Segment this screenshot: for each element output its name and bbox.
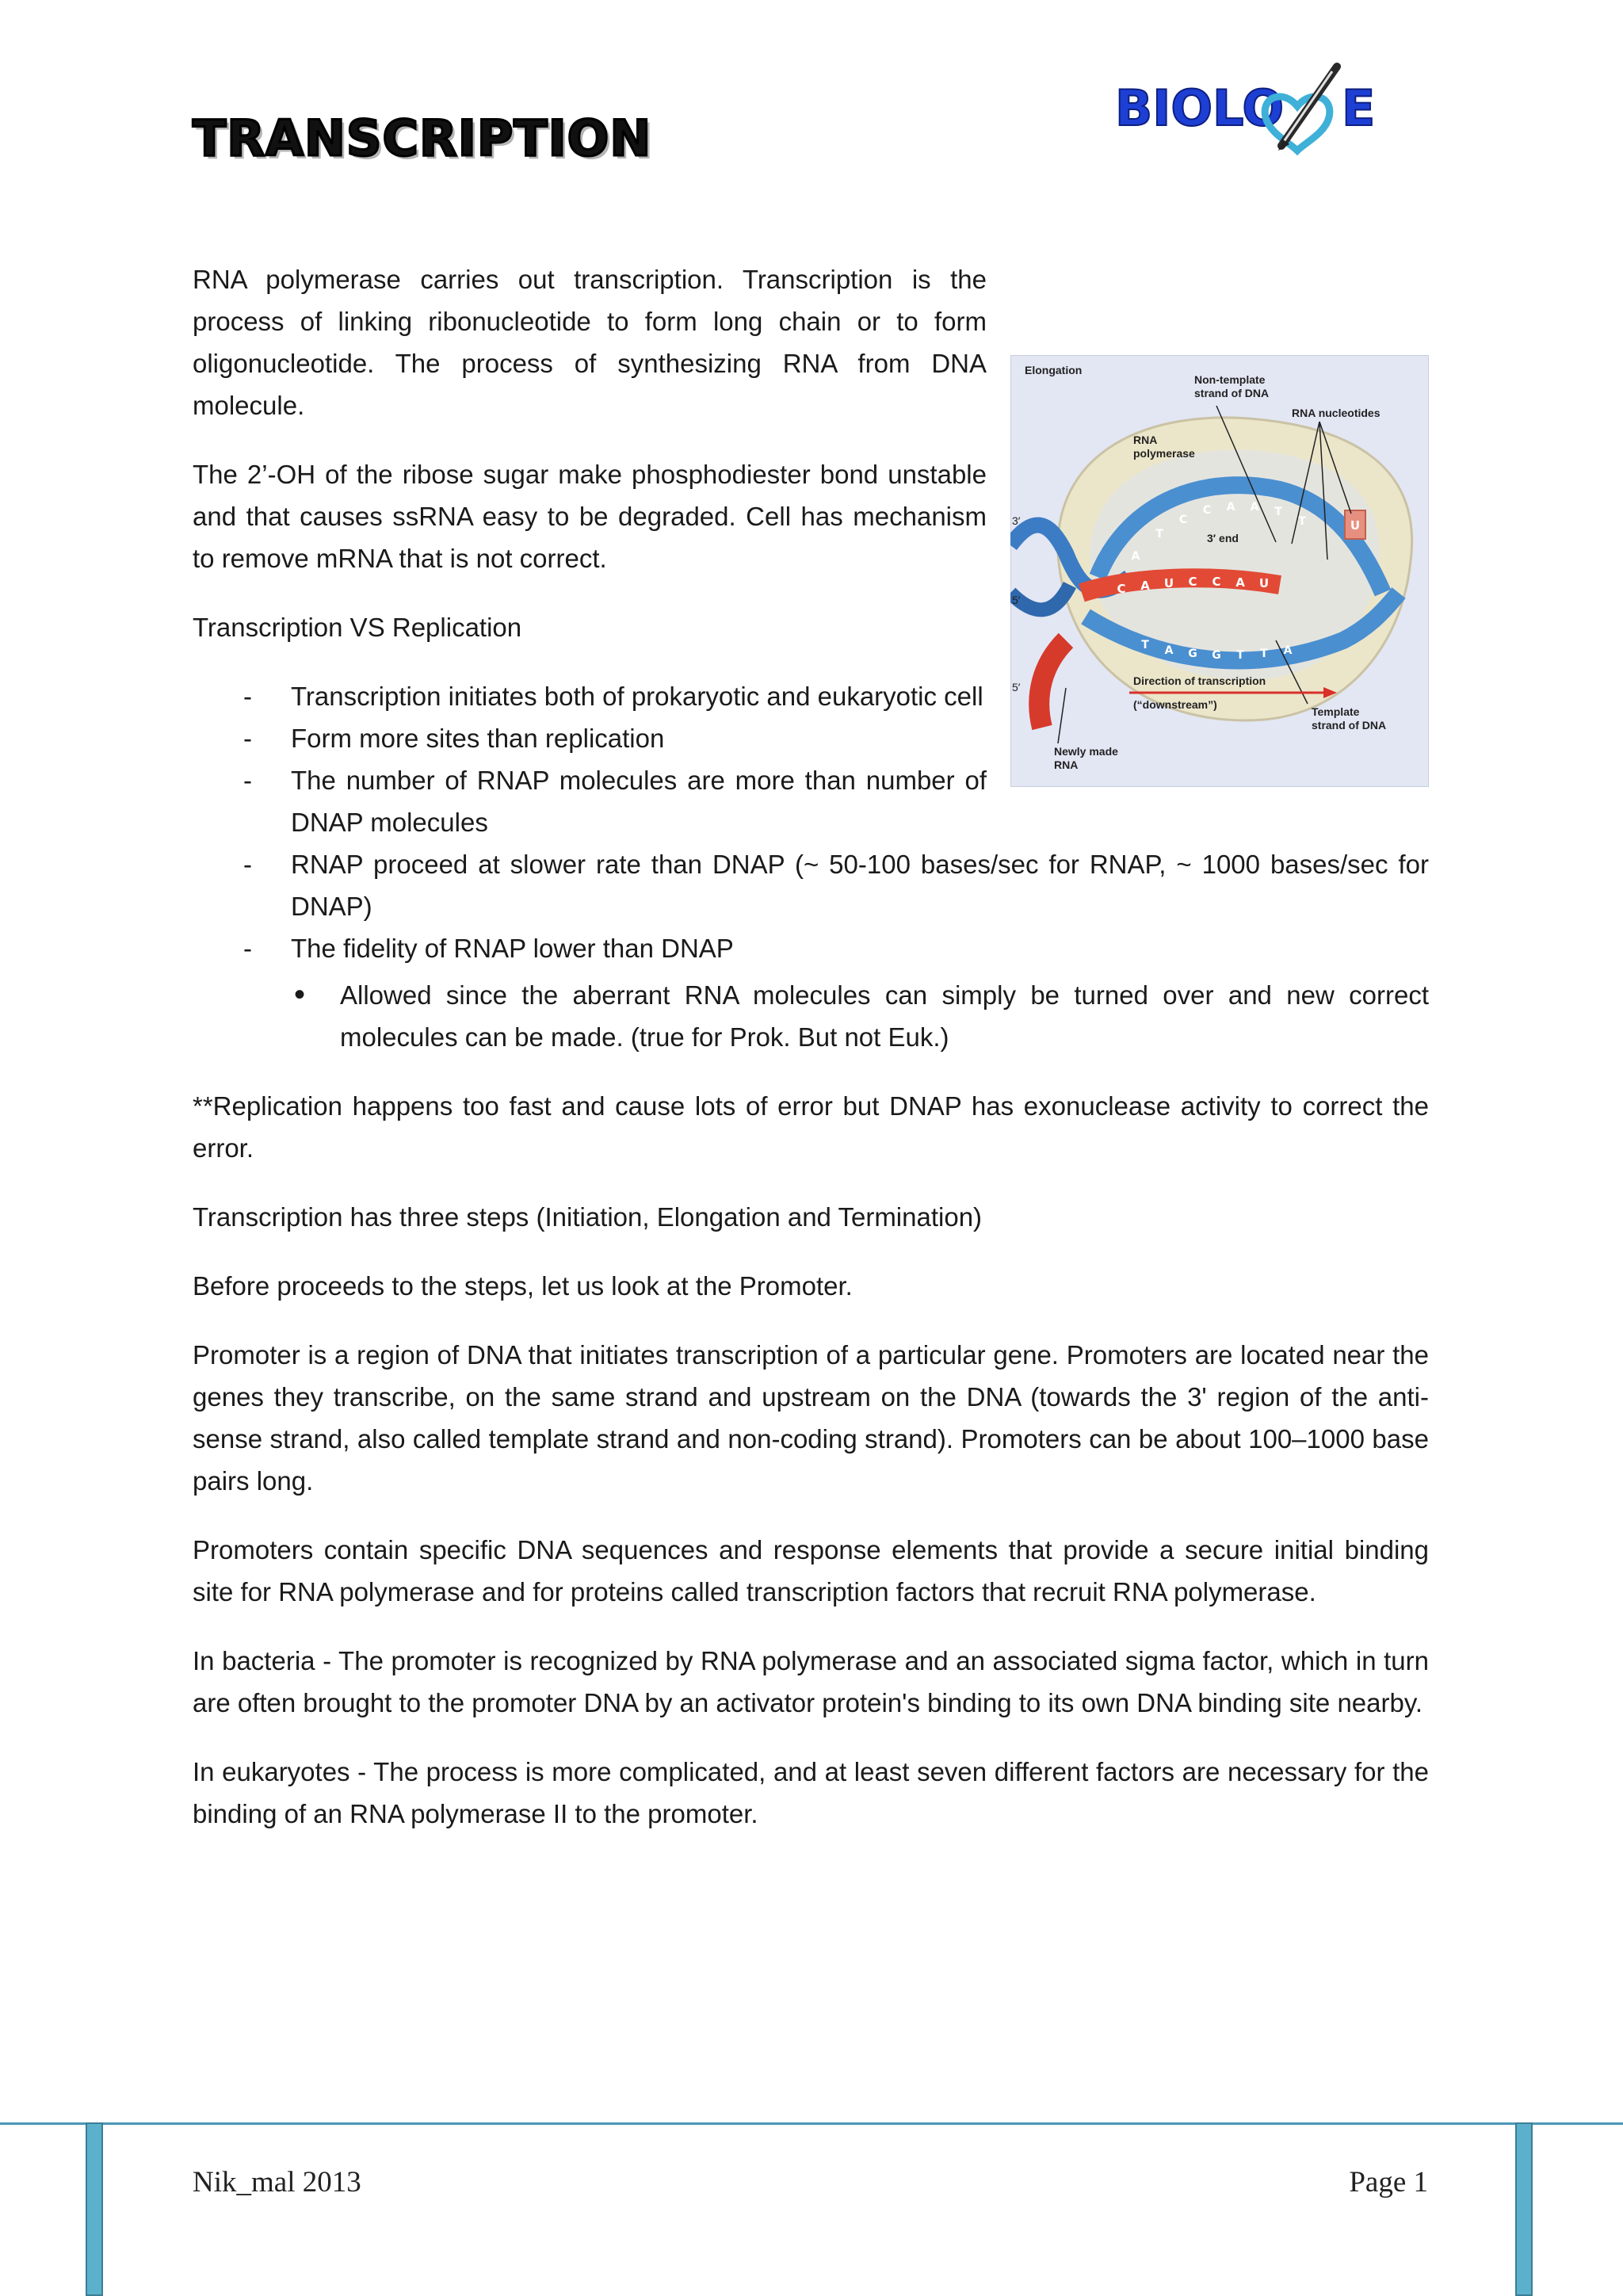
three-prime-end-label: 3′ end xyxy=(1207,532,1239,544)
rna-base: C xyxy=(1212,575,1221,589)
logo-text-start: BIOLO xyxy=(1115,79,1285,137)
paragraph-promoter-definition: Promoter is a region of DNA that initiates transcription of a particular gene. Promoters are located near the genes they transcribe, on the same strand and upstream on the DNA (towards the 3' region of the anti-sense strand, also called template strand and non-coding strand). Promoters can be about 100–1000 base pairs long. xyxy=(193,1340,1429,1496)
paragraph-promoter-intro: Before proceeds to the steps, let us look at the Promoter. xyxy=(193,1271,853,1301)
list-item: - Transcription initiates both of prokaryotic and eukaryotic cell xyxy=(193,675,1429,717)
biolove-logo xyxy=(1113,60,1383,155)
rna-polymerase-label-2: polymerase xyxy=(1133,447,1195,460)
template-base: T xyxy=(1236,649,1244,662)
sublist-item: • Allowed since the aberrant RNA molecules can simply be turned over and new correct molecules can be made. (true for Prok. But not Euk.) xyxy=(291,974,1429,1058)
template-base: G xyxy=(1212,649,1221,662)
template-base: T xyxy=(1260,648,1268,660)
list-item: - The fidelity of RNAP lower than DNAP • Allowed since the aberrant RNA molecules can simply be turned over and new correct molecules can be made. (true for Prok. But not Euk.) xyxy=(193,927,1429,1058)
footer-bar-left xyxy=(86,2122,103,2296)
paragraph-ribose: The 2’-OH of the ribose sugar make phosphodiester bond unstable and that causes ssRNA easy to be degraded. Cell has mechanism to remove mRNA that is not correct. xyxy=(193,460,987,573)
fidelity-sublist xyxy=(291,974,1429,1058)
paragraph-steps: Transcription has three steps (Initiation, Elongation and Termination) xyxy=(193,1202,983,1232)
template-label-1: Template xyxy=(1312,705,1360,718)
list-item: - The number of RNAP molecules are more than number of DNAP molecules xyxy=(193,759,1429,843)
rna-base: C xyxy=(1188,575,1197,589)
page-title: TRANSCRIPTION xyxy=(193,109,652,167)
newly-made-label-1: Newly made xyxy=(1054,745,1118,758)
rna-nucleotides-label: RNA nucleotides xyxy=(1292,407,1381,419)
footer-bar-right xyxy=(1515,2122,1533,2296)
end-5-mid-label: 5′ xyxy=(1012,594,1021,606)
template-base: G xyxy=(1188,648,1197,660)
non-template-label-1: Non-template xyxy=(1194,373,1266,386)
list-item: - Form more sites than replication xyxy=(193,717,1429,759)
template-base: A xyxy=(1164,644,1174,657)
top-base: A xyxy=(1250,501,1259,514)
non-template-label-2: strand of DNA xyxy=(1194,387,1270,399)
list-item: - RNAP proceed at slower rate than DNAP (~ 50-100 bases/sec for RNAP, ~ 1000 bases/sec for DNAP) xyxy=(193,843,1429,927)
top-base: T xyxy=(1155,528,1163,541)
rna-polymerase-label-1: RNA xyxy=(1133,434,1158,446)
template-label-2: strand of DNA xyxy=(1312,719,1387,732)
template-base: A xyxy=(1283,644,1293,657)
free-nucleotide: U xyxy=(1350,518,1361,533)
main-content xyxy=(193,258,1429,1862)
top-base: T xyxy=(1298,515,1306,528)
paragraph-eukaryotes: In eukaryotes - The process is more complicated, and at least seven different factors are necessary for the binding of an RNA polymerase II to the promoter. xyxy=(193,1757,1429,1828)
top-base: C xyxy=(1178,514,1188,526)
footer-author: Nik_mal 2013 xyxy=(193,2166,361,2199)
paragraph-comparison-heading: Transcription VS Replication xyxy=(193,613,522,642)
top-base: T xyxy=(1274,506,1282,518)
figure-heading: Elongation xyxy=(1025,364,1083,376)
paragraph-replication-note: **Replication happens too fast and cause lots of error but DNAP has exonuclease activity to correct the error. xyxy=(193,1091,1429,1163)
top-base: C xyxy=(1202,504,1212,517)
top-base: A xyxy=(1131,550,1140,563)
page-number: Page 1 xyxy=(1349,2166,1428,2199)
comparison-list xyxy=(193,675,1429,1058)
direction-label-2: (“downstream”) xyxy=(1133,698,1217,711)
rna-base: A xyxy=(1235,575,1245,590)
rna-base: U xyxy=(1163,576,1174,590)
logo-text-end: E xyxy=(1342,79,1376,137)
rna-base: C xyxy=(1117,582,1126,596)
end-5-bottom-label: 5′ xyxy=(1012,681,1021,693)
newly-made-label-2: RNA xyxy=(1054,758,1079,771)
template-base: T xyxy=(1141,639,1149,651)
paragraph-intro: RNA polymerase carries out transcription. Transcription is the process of linking ribonucleotide to form long chain or to form oligonucleotide. The process of synthesizing RNA from DNA molecule. xyxy=(193,265,987,420)
rna-base: U xyxy=(1258,576,1270,590)
paragraph-bacteria: In bacteria - The promoter is recognized by RNA polymerase and an associated sigma factor, which in turn are often brought to the promoter DNA by an activator protein's binding to its own DNA binding site nearby. xyxy=(193,1646,1429,1717)
top-base: A xyxy=(1226,501,1235,514)
paragraph-promoter-sequences: Promoters contain specific DNA sequences and response elements that provide a secure initial binding site for RNA polymerase and for proteins called transcription factors that recruit RNA polymerase. xyxy=(193,1535,1429,1606)
direction-label-1: Direction of transcription xyxy=(1133,674,1266,687)
footer-divider xyxy=(0,2122,1623,2125)
end-3-label: 3′ xyxy=(1012,514,1021,527)
rna-base: A xyxy=(1140,579,1150,593)
